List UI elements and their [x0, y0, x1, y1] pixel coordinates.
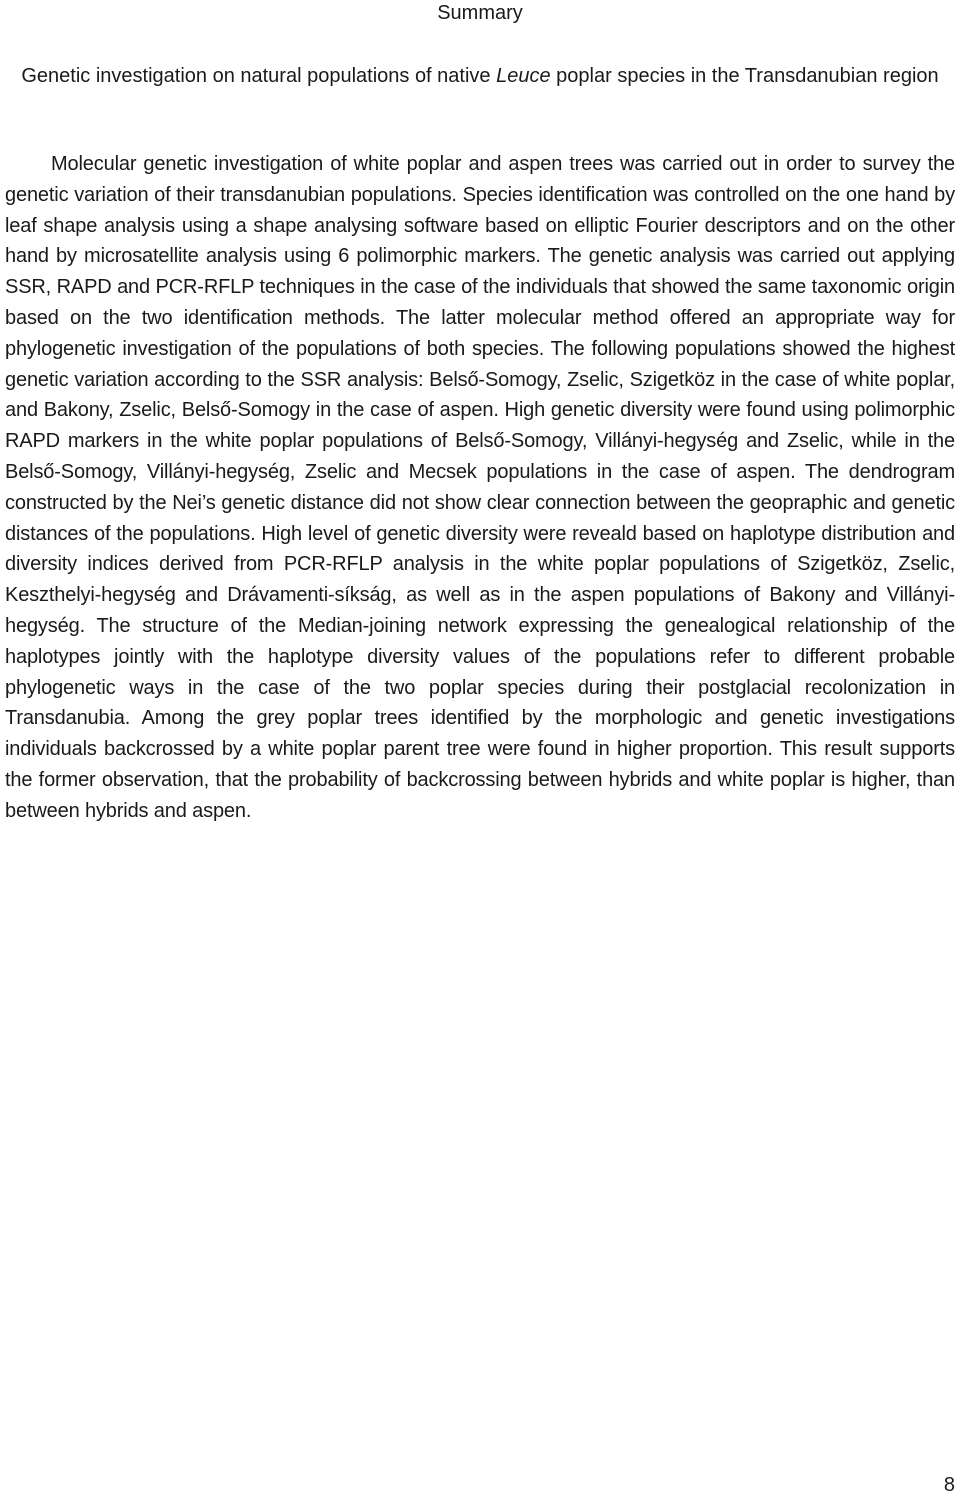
title-text-start: Genetic investigation on natural populations of native	[21, 65, 497, 87]
document-title	[20, 61, 940, 92]
title-text-end: poplar species in the Transdanubian region	[550, 65, 939, 87]
page-number: 8	[943, 1474, 955, 1496]
title-italic-genus: Leuce	[496, 65, 551, 87]
summary-paragraph: Molecular genetic investigation of white poplar and aspen trees was carried out in order to survey the genetic variation of their transdanubian populations. Species identification was controlled on the one hand by leaf shape analysis using a shape analysing software based on elliptic Fourier descriptors and on the other hand by microsatellite analysis using 6 polimorphic markers. The genetic analysis was carried out applying SSR, RAPD and PCR-RFLP techniques in the case of the individuals that showed the same taxonomic origin based on the two identification methods. The latter molecular method offered an appropriate way for phylogenetic investigation of the populations of both species. The following populations showed the highest genetic variation according to the SSR analysis: Belső-Somogy, Zselic, Szigetköz in the case of white poplar, and Bakony, Zselic, Belső-Somogy in the case of aspen. High genetic diversity were found using polimorphic RAPD markers in the white poplar populations of Belső-Somogy, Villányi-hegység and Zselic, while in the Belső-Somogy, Villányi-hegység, Zselic and Mecsek populations in the case of aspen. The dendrogram constructed by the Nei’s genetic distance did not show clear connection between the geopraphic and genetic distances of the populations. High level of genetic diversity were reveald based on haplotype distribution and diversity indices derived from PCR-RFLP analysis in the white poplar populations of Szigetköz, Zselic, Keszthelyi-hegység and Drávamenti-síkság, as well as in the aspen populations of Bakony and Villányi-hegység. The structure of the Median-joining network expressing the genealogical relationship of the haplotypes jointly with the haplotype diversity values of the populations refer to different probable phylogenetic ways in the case of the two poplar species during their postglacial recolonization in Transdanubia. Among the grey poplar trees identified by the morphologic and genetic investigations individuals backcrossed by a white poplar parent tree were found in higher proportion. This result supports the former observation, that the probability of backcrossing between hybrids and white poplar is higher, than between hybrids and aspen.	[5, 153, 955, 822]
section-heading: Summary	[437, 2, 523, 24]
